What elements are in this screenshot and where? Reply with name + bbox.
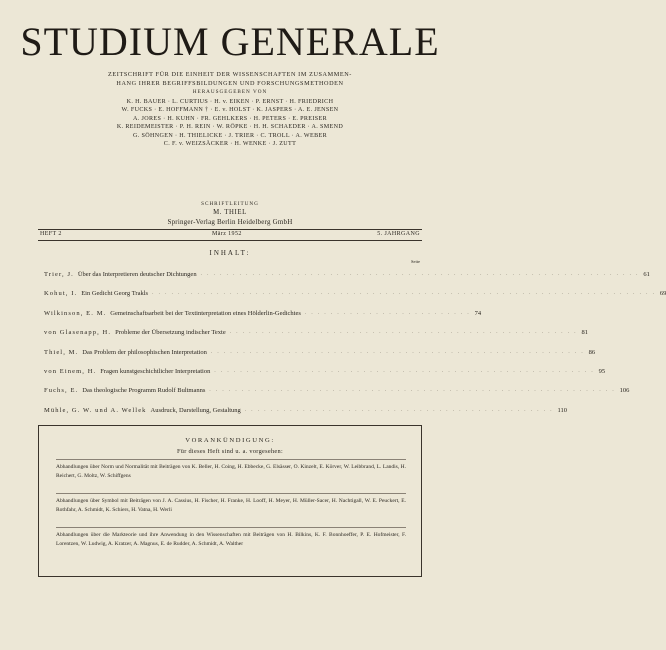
announcement-paragraph: Abhandlungen über die Markteorie und ihre Anwendung in den Wissenschaften mit Beiträgen von H. Bilkins, K. F. Bonnhoeffer, P. E. Hofmeister, F. Lorentzen, W. Ludwig, A. Kratzer, A. Magnus, E. de Rudder, A. Schmidt, A. Walther — [56, 532, 406, 547]
toc-title: Das theologische Programm Rudolf Bultmanns — [82, 387, 206, 395]
toc-page: 61 — [643, 271, 650, 278]
toc-page: 86 — [588, 348, 596, 356]
toc-leader: . . . . . . . . . . . . . . . . . . . . . . . . . . . . . . . . . . . . . . . . . . . . . . . . . . . . . . — [229, 330, 578, 336]
toc-entry — [44, 286, 666, 305]
toc-leader: . . . . . . . . . . . . . . . . . . . . . . . . . . — [304, 310, 471, 316]
editors-row: W. FUCKS · E. HOFFMANN † · E. v. HOLST · K. JASPERS · A. E. JENSEN — [121, 107, 339, 114]
page-column-label: Seite — [411, 259, 420, 264]
toc-title: Ein Gedicht Georg Trakls — [81, 290, 149, 298]
issue-date: März 1952 — [212, 231, 242, 237]
editors-row: K. H. BAUER · L. CURTIUS · H. v. EIKEN · P. ERNST · H. FRIEDRICH — [126, 99, 334, 105]
subtitle-line: HANG IHRER BEGRIFFSBILDUNGEN UND FORSCHUNGSMETHODEN — [116, 80, 344, 87]
toc-author: von Einem, H. — [44, 367, 97, 375]
toc-author: Trier, J. — [44, 271, 74, 278]
volume: 5. JAHRGANG — [377, 231, 420, 237]
toc-title: Ausdruck, Darstellung, Gestaltung — [150, 406, 241, 414]
announcement-divider — [56, 493, 406, 494]
toc-entry — [44, 364, 606, 383]
divider — [38, 240, 422, 241]
editors-label: HERAUSGEGEBEN VON — [192, 89, 268, 95]
toc-leader: . . . . . . . . . . . . . . . . . . . . . . . . . . . . . . . . . . . . . . . . . . . . . . . . — [244, 407, 554, 413]
publisher: Springer-Verlag Berlin Heidelberg GmbH — [167, 218, 293, 226]
toc-title: Über das Interpretieren deutscher Dichtungen — [77, 271, 197, 278]
toc-leader: . . . . . . . . . . . . . . . . . . . . . . . . . . . . . . . . . . . . . . . . . . . . . . . . . . . . . . . . . . . — [214, 368, 595, 374]
toc-page: 74 — [474, 309, 482, 317]
editors-row: A. JORES · H. KUHN · FR. GEHLKERS · H. PETERS · E. PREISER — [133, 115, 327, 122]
issue-number: HEFT 2 — [40, 231, 62, 237]
toc-author: Fuchs, E. — [44, 387, 79, 395]
issue-info-bar — [38, 230, 422, 240]
toc-author: von Glasenapp, H. — [44, 329, 112, 337]
announcement-divider — [56, 459, 406, 460]
announcement-box — [38, 425, 422, 577]
toc-title: Das Problem der philosophischen Interpretation — [82, 348, 207, 356]
contents-heading: INHALT: — [209, 249, 251, 257]
toc-entry — [44, 267, 650, 286]
announcement-paragraph: Abhandlungen über Symbol mit Beiträgen von J. A. Cassius, H. Fischer, H. Franke, H. Looff, H. Meyer, H. Müller-Sacer, H. Nachtigall, W. E. Peuckert, E. Rothfahr, A. Schmidt, K. Schiers, H. Vatna, H. Werli — [56, 498, 406, 513]
toc-page: 95 — [598, 367, 606, 375]
announcement-intro: Für dieses Heft sind u. a. vorgesehen: — [176, 448, 284, 455]
editors-row: G. SÖHNGEN · H. THIELICKE · J. TRIER · C. TROLL · A. WEBER — [133, 132, 327, 139]
journal-title: STUDIUM GENERALE — [20, 19, 440, 64]
toc-leader: . . . . . . . . . . . . . . . . . . . . . . . . . . . . . . . . . . . . . . . . . . . . . . . . . . . . . . . . . . . . . . . . . . . . . . . . . . . . . . — [152, 291, 656, 297]
toc-entry — [44, 306, 482, 325]
toc-leader: . . . . . . . . . . . . . . . . . . . . . . . . . . . . . . . . . . . . . . . . . . . . . . . . . . . . . . . . . . . . . . . — [209, 388, 616, 394]
announcement-title: VORANKÜNDIGUNG: — [185, 437, 275, 444]
toc-page: 110 — [557, 406, 568, 414]
toc-author: Thiel, M. — [44, 348, 79, 356]
editors-row: K. REIDEMEISTER · P. H. REIN · W. RÖPKE · H. H. SCHAEDER · A. SMEND — [116, 124, 344, 131]
toc-entry — [44, 345, 596, 364]
toc-page: 81 — [581, 329, 588, 337]
toc-author: Wilkinson, E. M. — [44, 309, 107, 317]
toc-title: Probleme der Übersetzung indischer Texte — [115, 329, 226, 337]
toc-leader: . . . . . . . . . . . . . . . . . . . . . . . . . . . . . . . . . . . . . . . . . . . . . . . . . . . . . . . . . . — [210, 349, 585, 355]
announcement-divider — [56, 527, 406, 528]
journal-subtitle — [40, 70, 420, 88]
table-of-contents — [44, 267, 666, 422]
toc-entry — [44, 403, 568, 422]
toc-author: Kohut, I. — [44, 290, 78, 298]
toc-author: Mühle, G. W. und A. Wellek — [44, 406, 147, 414]
toc-entry — [44, 325, 588, 344]
toc-page: 69 — [659, 290, 666, 298]
toc-page: 106 — [619, 387, 630, 395]
schriftleitung-name: M. THIEL — [213, 209, 247, 216]
schriftleitung-label: SCHRIFTLEITUNG — [201, 201, 259, 207]
toc-entry — [44, 383, 630, 402]
toc-title: Gemeinschaftsarbeit bei der Textinterpretation eines Hölderlin-Gedichtes — [110, 309, 301, 317]
announcement-paragraph: Abhandlungen über Norm und Normalität mit Beiträgen von K. Beller, H. Coing, H. Ebbecke, G. Elsässer, O. Kinzelt, E. Körver, W. Leibbrand, L. Landis, H. Reichert, G. Moltz, W. Schiffgens — [56, 464, 406, 479]
toc-title: Fragen kunstgeschichtlicher Interpretation — [100, 367, 211, 375]
subtitle-line: ZEITSCHRIFT FÜR DIE EINHEIT DER WISSENSCHAFTEN IM ZUSAMMEN- — [108, 71, 352, 78]
editors-row: C. F. v. WEIZSÄCKER · H. WENKE · J. ZUTT — [163, 141, 297, 148]
editors-list — [38, 98, 422, 148]
toc-leader: . . . . . . . . . . . . . . . . . . . . . . . . . . . . . . . . . . . . . . . . . . . . . . . . . . . . . . . . . . . . . . . . . . . . — [200, 272, 640, 277]
